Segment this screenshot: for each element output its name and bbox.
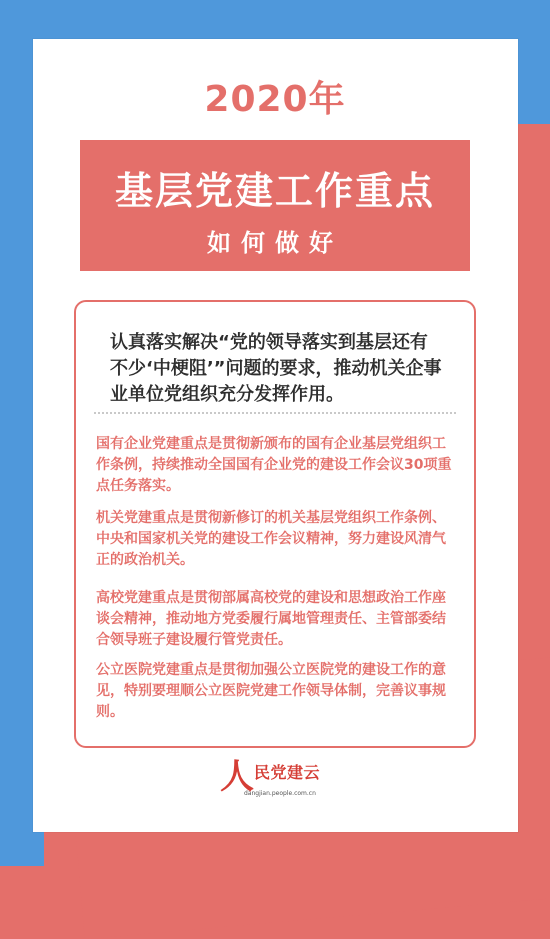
logo-text: 民党建云: [254, 763, 321, 782]
paragraph-government-organs: 机关党建重点是贯彻新修订的机关基层党组织工作条例、中央和国家机关党的建设工作会议精神，努力建设风清气正的政治机关。: [96, 510, 446, 568]
title-banner: [80, 140, 470, 271]
year-heading: 2020年: [204, 79, 346, 120]
people-logo-mark-icon: 人: [220, 757, 254, 797]
main-title: 基层党建工作重点: [114, 169, 435, 213]
paragraph-universities: 高校党建重点是贯彻部属高校党的建设和思想政治工作座谈会精神，推动地方党委履行属地管理责任、主管部委结合领导班子建设履行管党责任。: [96, 590, 446, 648]
logo-url: dangjian.people.com.cn: [244, 790, 316, 797]
dotted-divider: [94, 412, 456, 414]
content-box: [74, 300, 476, 748]
paragraph-soe: 国有企业党建重点是贯彻新颁布的国有企业基层党组织工作条例，持续推动全国国有企业党的建设工作会议30项重点任务落实。: [96, 436, 452, 494]
people-dangjian-logo: [220, 757, 340, 800]
lead-text: 认真落实解决“党的领导落实到基层还有不少‘中梗阻’”问题的要求，推动机关企事业单位党组织充分发挥作用。: [110, 332, 442, 405]
paragraph-public-hospitals: 公立医院党建重点是贯彻加强公立医院党的建设工作的意见，特别要理顺公立医院党建工作领导体制，完善议事规则。: [96, 662, 446, 720]
subtitle: 如何做好: [207, 229, 343, 257]
